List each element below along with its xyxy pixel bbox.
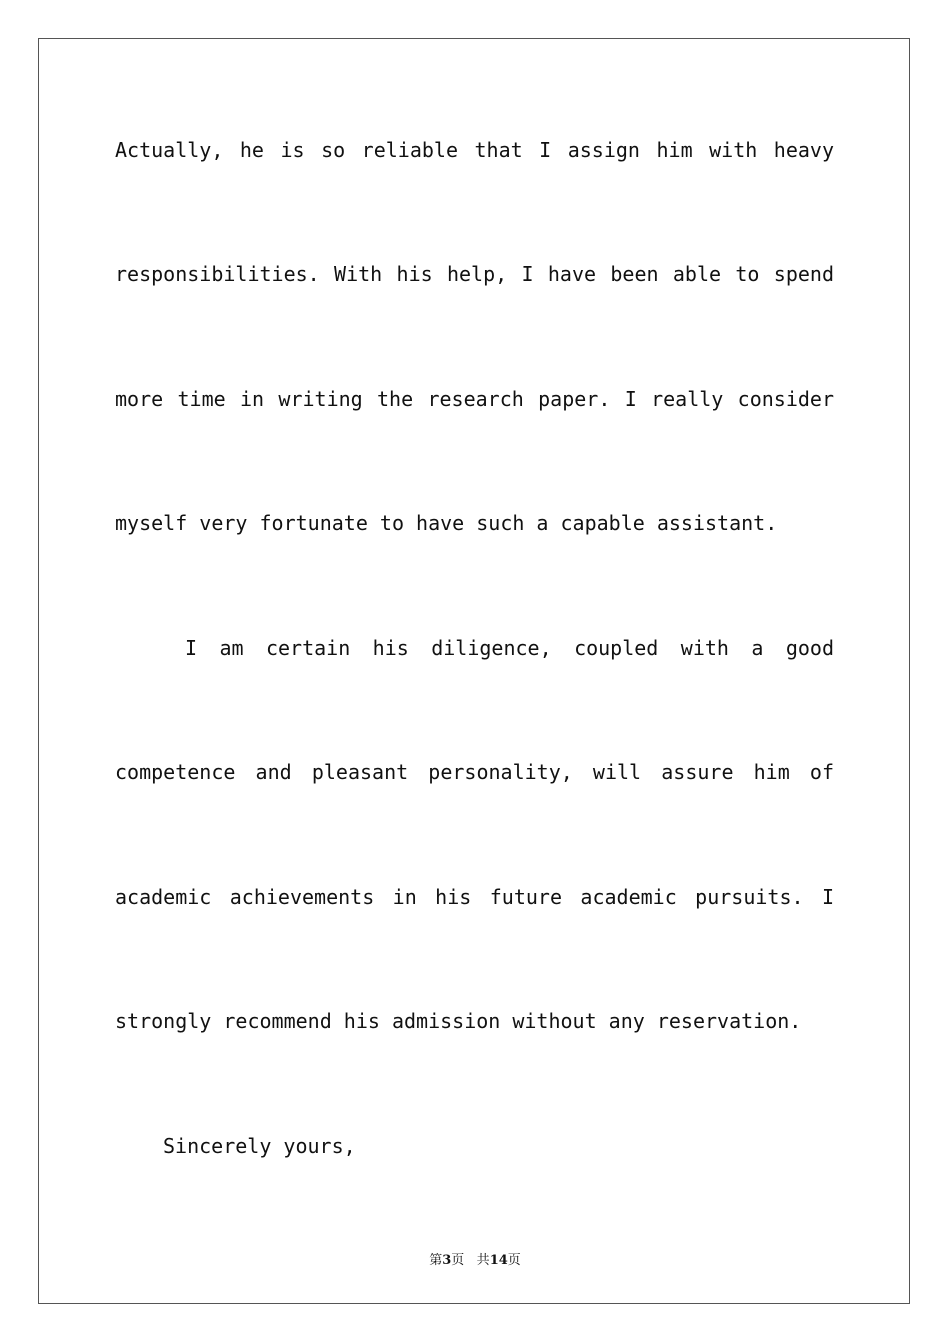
body-line: Actually, he is so reliable that I assign him with heavy xyxy=(115,138,834,162)
page-footer xyxy=(0,1249,950,1268)
page-border xyxy=(38,38,910,1304)
body-line: competence and pleasant personality, will assure him of xyxy=(115,760,834,784)
closing-line: Sincerely yours, xyxy=(163,1134,356,1158)
footer-page-suffix: 页 xyxy=(451,1253,465,1268)
body-line: academic achievements in his future academic pursuits. I xyxy=(115,885,834,909)
footer-prefix: 第 xyxy=(429,1253,443,1268)
body-line-indented: I am certain his diligence, coupled with a good xyxy=(185,636,834,660)
total-pages-number: 14 xyxy=(489,1253,508,1268)
body-line: more time in writing the research paper. I really consider xyxy=(115,387,834,411)
body-line: strongly recommend his admission without any reservation. xyxy=(115,1009,802,1033)
current-page-number: 3 xyxy=(442,1253,452,1268)
footer-total-prefix: 共 xyxy=(476,1253,490,1268)
footer-total-suffix: 页 xyxy=(507,1253,521,1268)
body-line: responsibilities. With his help, I have been able to spend xyxy=(115,262,834,286)
body-line: myself very fortunate to have such a capable assistant. xyxy=(115,511,778,535)
